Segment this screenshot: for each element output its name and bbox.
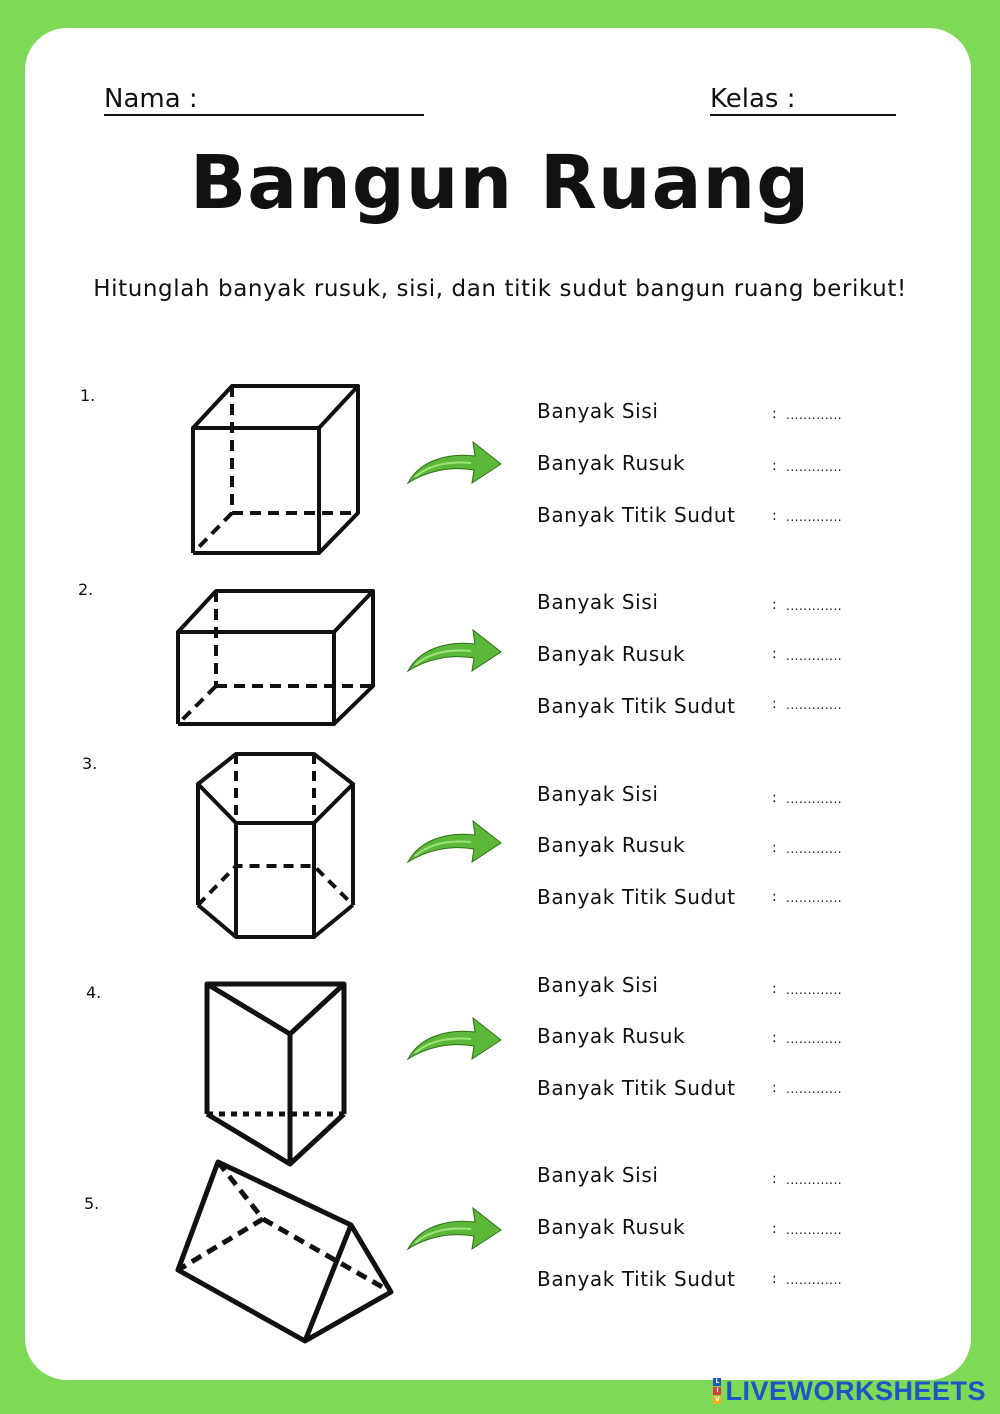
arrow-right-icon xyxy=(405,1013,505,1065)
field-label-rusuk: Banyak Rusuk xyxy=(537,1024,686,1048)
answer-field-sisi-4[interactable]: ............. xyxy=(786,983,843,997)
field-colon: : xyxy=(772,981,777,997)
field-label-rusuk: Banyak Rusuk xyxy=(537,1215,686,1239)
arrow-right-icon xyxy=(405,437,505,489)
field-label-sisi: Banyak Sisi xyxy=(537,782,659,806)
question-number-3: 3. xyxy=(82,754,98,773)
field-colon: : xyxy=(772,508,777,524)
field-colon: : xyxy=(772,889,777,905)
field-label-rusuk: Banyak Rusuk xyxy=(537,642,686,666)
answer-field-titik-sudut-5[interactable]: ............. xyxy=(786,1273,843,1287)
field-colon: : xyxy=(772,1171,777,1187)
liveworksheets-logo[interactable] xyxy=(713,1374,986,1408)
field-label-titik-sudut: Banyak Titik Sudut xyxy=(537,885,736,909)
question-number-2: 2. xyxy=(78,580,94,599)
field-label-titik-sudut: Banyak Titik Sudut xyxy=(537,1267,736,1291)
field-colon: : xyxy=(772,458,777,474)
cube-icon xyxy=(180,375,370,565)
class-input-line[interactable] xyxy=(710,114,896,116)
answer-field-titik-sudut-1[interactable]: ............. xyxy=(786,510,843,524)
field-colon: : xyxy=(772,1030,777,1046)
hexagonal-prism-icon xyxy=(190,748,365,948)
field-label-rusuk: Banyak Rusuk xyxy=(537,833,686,857)
field-label-sisi: Banyak Sisi xyxy=(537,973,659,997)
answer-field-sisi-5[interactable]: ............. xyxy=(786,1173,843,1187)
field-label-titik-sudut: Banyak Titik Sudut xyxy=(537,1076,736,1100)
field-colon: : xyxy=(772,696,777,712)
liveworksheets-mark-icon xyxy=(713,1378,721,1404)
field-colon: : xyxy=(772,646,777,662)
answer-field-titik-sudut-3[interactable]: ............. xyxy=(786,891,843,905)
field-colon: : xyxy=(772,406,777,422)
field-label-rusuk: Banyak Rusuk xyxy=(537,451,686,475)
field-colon: : xyxy=(772,840,777,856)
field-label-titik-sudut: Banyak Titik Sudut xyxy=(537,694,736,718)
field-label-sisi: Banyak Sisi xyxy=(537,590,659,614)
field-colon: : xyxy=(772,597,777,613)
mark-letter: V xyxy=(715,1396,720,1403)
triangular-prism-lying-icon xyxy=(170,1153,400,1353)
field-label-sisi: Banyak Sisi xyxy=(537,1163,659,1187)
field-colon: : xyxy=(772,1080,777,1096)
cuboid-icon xyxy=(170,582,385,732)
arrow-right-icon xyxy=(405,816,505,868)
question-number-1: 1. xyxy=(80,386,96,405)
question-number-4: 4. xyxy=(86,983,102,1002)
arrow-right-icon xyxy=(405,625,505,677)
arrow-right-icon xyxy=(405,1203,505,1255)
page-title: Bangun Ruang xyxy=(189,140,811,226)
brand-name: LIVEWORKSHEETS xyxy=(725,1375,986,1406)
class-label: Kelas : xyxy=(710,84,796,114)
field-colon: : xyxy=(772,1221,777,1237)
field-colon: : xyxy=(772,790,777,806)
name-input-line[interactable] xyxy=(104,114,424,116)
answer-field-rusuk-1[interactable]: ............. xyxy=(786,460,843,474)
answer-field-rusuk-3[interactable]: ............. xyxy=(786,842,843,856)
question-number-5: 5. xyxy=(84,1194,100,1213)
field-label-titik-sudut: Banyak Titik Sudut xyxy=(537,503,736,527)
answer-field-rusuk-4[interactable]: ............. xyxy=(786,1032,843,1046)
answer-field-sisi-1[interactable]: ............. xyxy=(786,408,843,422)
answer-field-sisi-2[interactable]: ............. xyxy=(786,599,843,613)
answer-field-titik-sudut-4[interactable]: ............. xyxy=(786,1082,843,1096)
field-label-sisi: Banyak Sisi xyxy=(537,399,659,423)
answer-field-titik-sudut-2[interactable]: ............. xyxy=(786,698,843,712)
instruction-text: Hitunglah banyak rusuk, sisi, dan titik sudut bangun ruang berikut! xyxy=(93,276,907,302)
mark-letter: L xyxy=(713,1378,721,1386)
answer-field-rusuk-5[interactable]: ............. xyxy=(786,1223,843,1237)
triangular-prism-upright-icon xyxy=(200,978,350,1173)
mark-letter: I xyxy=(713,1387,721,1395)
field-colon: : xyxy=(772,1271,777,1287)
answer-field-sisi-3[interactable]: ............. xyxy=(786,792,843,806)
name-label: Nama : xyxy=(104,84,198,114)
answer-field-rusuk-2[interactable]: ............. xyxy=(786,649,843,663)
